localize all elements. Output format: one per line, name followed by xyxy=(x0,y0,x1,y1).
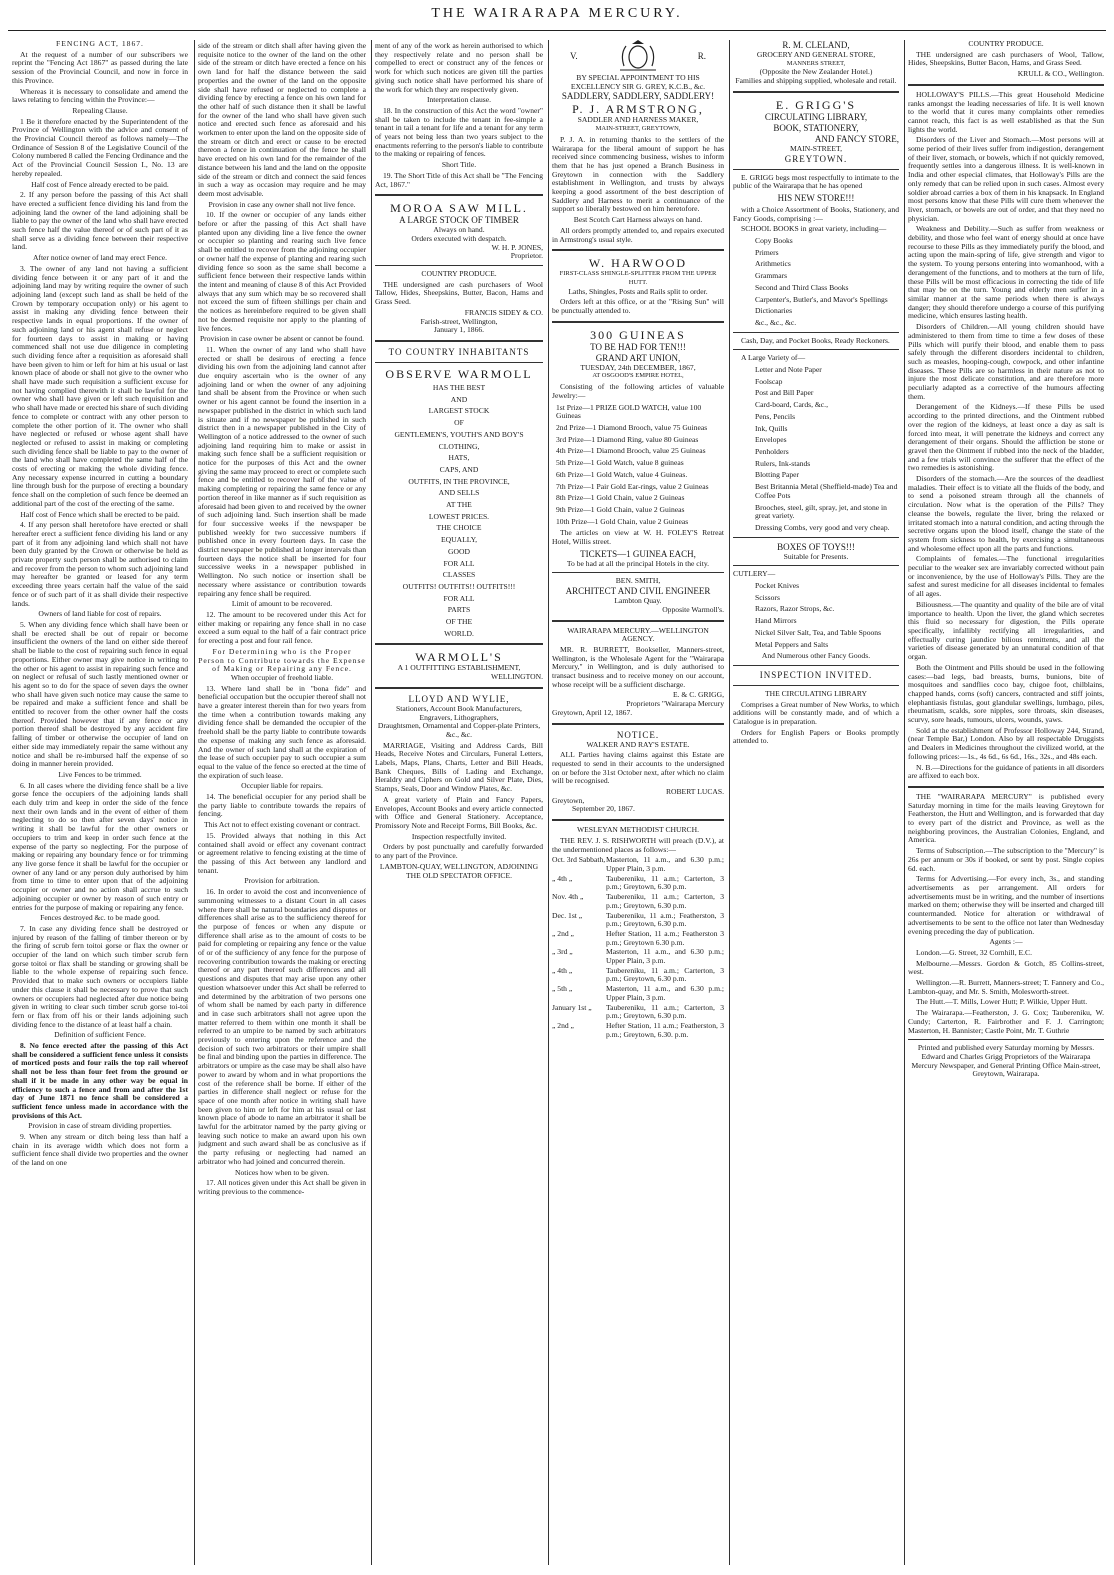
column-advertisements-3 xyxy=(733,40,899,1565)
divider xyxy=(733,332,899,333)
list-item: 3rd Prize—1 Diamond Ring, value 80 Guineas xyxy=(556,434,699,444)
ad-text: Weakness and Debility.—Such as suffer from weakness or debility, and those who feel want of energy should at once have recourse to these Pills as they immediately purify the blood, and acting upon the main-spring of life, give strength and vigor to the system. To young persons entering into womanhood, with a derangement of the functions, and to mothers at the turn of life, these Pills will be most efficacious in correcting the tide of life that may be on the turn. Young and elderly men suffer in a similar manner at the same periods when there is always danger; they should therefore undergo a course of this purifying medicine, which ensures lasting health. xyxy=(908,224,1104,321)
ad-heading-guineas: 300 GUINEAS xyxy=(590,327,686,342)
divider xyxy=(733,685,899,686)
masthead-rule xyxy=(8,30,1106,31)
list-item: 6th Prize—1 Gold Watch, value 4 Guineas. xyxy=(556,469,688,479)
ad-text: (Opposite the New Zealander Hotel.) xyxy=(759,67,873,77)
list-item: Brooches, steel, gilt, spray, jet, and stone in great variety. xyxy=(755,502,887,521)
list-item: CAPS, AND xyxy=(439,464,479,474)
list-item: 2nd Prize—1 Diamond Brooch, value 75 Guineas xyxy=(556,422,708,432)
section-heading: Limit of amount to be recovered. xyxy=(231,599,333,609)
paragraph: 1 Be it therefore enacted by the Superintendent of the Province of Wellington with the advice and consent of the Provincial Council thereof as follows namely—The Ordinance of Session 8 of the Legislative Council of the Colony numbered 8 called the Fencing Ordinance and the Act of the Provincial Council Session I., No. 13 are hereby repealed. xyxy=(12,116,188,178)
ad-text: Orders by post punctually and carefully forwarded to any part of the Province. xyxy=(375,842,543,861)
ad-text: Melbourne.—Messrs. Gordon & Gotch, 85 Collins-street, west. xyxy=(908,958,1104,977)
ad-text: Sold at the establishment of Professor Holloway 244, Strand, (near Temple Bar,) London. Also by all respectable Druggists and Dealers in Medicines throughout the civilized world, at the following prices:—1s., 4s 6d., 6s 6d., 16s., 32s., and 48s each. xyxy=(908,725,1104,761)
ad-text: SADDLER AND HARNESS MAKER, xyxy=(577,115,699,125)
ad-text: Disorders of the stomach.—Are the sources of the deadliest maladies. Their effect is to vitiate all the fluids of the body, and to send a poisoned stream through all the channels of circulation. Now what is the operation of the Pills? They cleanse the bowels, regulate the liver, bring the relaxed or irritated stomach into a natural condition, and acting through the secretive organs upon the blood itself, change the state of the system from sickness to health, by exercising a simultaneous and wholesome effect upon all the parts and functions. xyxy=(908,474,1104,553)
divider xyxy=(375,194,543,196)
column-divider xyxy=(371,40,372,1565)
section-heading: Definition of sufficient Fence. xyxy=(54,1030,146,1040)
list-item: Dictionaries xyxy=(755,306,793,316)
ad-heading-cleland: R. M. CLELAND, xyxy=(782,40,850,50)
service-list xyxy=(552,856,724,1039)
paragraph: 13. Where land shall be in "bona fide" and beneficial occupation but the occupier thereof shall not have a greater interest therein than for two years from the time when a contribution towards making any dividing fence shall be demanded the occupier of the freehold shall be the party liable to contribute towards the expense of making any such fence as aforesaid. And the owner of such land shall at the expiration of the lease of such occupier pay to such occupier a sum equal to the value of the fence so erected at the time of the expiration of such lease. xyxy=(198,683,366,780)
list-item: 9th Prize—1 Gold Chain, value 2 Guineas xyxy=(556,504,685,514)
section-heading: Half cost of Fence which shall be erected to be paid. xyxy=(20,509,180,519)
ad-text: INSPECTION INVITED. xyxy=(759,669,873,680)
ad-text: September 20, 1867. xyxy=(572,804,635,814)
ad-text: Agents :— xyxy=(989,937,1023,947)
list-item: OUTFITS, IN THE PROVINCE, xyxy=(408,476,510,486)
divider xyxy=(733,91,899,93)
crest-letter: R. xyxy=(697,51,706,61)
list-item: Best Britannia Metal (Sheffield-made) Tea and Coffee Pots xyxy=(755,482,898,500)
section-heading: Provision in case owner be absent or cannot be found. xyxy=(199,334,365,344)
list-item: Card-board, Cards, &c., xyxy=(755,400,828,410)
ad-text: GREYTOWN. xyxy=(784,153,848,164)
ad-text: THE "WAIRARAPA MERCURY" is published every Saturday morning in time for the mails leaving Greytown for Featherston, the Hutt and Wellington, and is forwarded that day to every part of the district and Province, as well as the neighboring provinces, the Australian Colonies, England, and America. xyxy=(908,791,1104,845)
ad-text: Proprietors "Wairarapa Mercury xyxy=(626,699,724,709)
list-item: Letter and Note Paper xyxy=(755,365,822,375)
section-heading: Provision in case any owner shall not live fence. xyxy=(208,199,356,209)
ad-heading-armstrong: P. J. ARMSTRONG, xyxy=(572,102,704,117)
ad-text: W. H. P. JONES, xyxy=(491,242,543,252)
section-heading: Live Fences to be trimmed. xyxy=(58,769,142,779)
ad-text: TUESDAY, 24th DECEMBER, 1867, xyxy=(580,362,696,372)
paragraph: 3. The owner of any land not having a sufficient dividing fence between it or any part of it and the adjoining land may by writing require the owner of such adjoining land (except such land as shall be held of the Crown by temporary occupation only) or his agent to assist in making any dividing fence between their respective lands in equal proportions. If the owner of such adjoining land or his agent shall refuse or neglect for fourteen days to assist in making or having commenced shall not use due diligence in completing such dividing fence after a requisition as aforesaid shall have been given to him or left for him at his usual or last known place of abode or shall not give to the owner who shall have made such requisition a sufficient excuse for not having complied therewith it shall be lawful for the owner who shall have given or left such requisition and who shall have made or erected his share of such dividing fence to complete or contract with any other person to complete the other portion of it. The owner who shall have neglected or refused or whose agent shall have neglected or refused to assist in making or completing such dividing fence shall be liable to pay to the owner of the land who shall have completed the same half of the costs of erecting or making the whole dividing fence. Any necessary expense incurred in cutting a boundary line through bush for the purpose of erecting a boundary fence shall on the completion of such fence be deemed an additional part of the cost of the erecting of the same. xyxy=(12,263,188,508)
ad-text: Best Scotch Cart Harness always on hand. xyxy=(573,215,703,225)
ad-text: A Large Variety of— xyxy=(741,353,806,363)
ad-text: AND FANCY STORE, xyxy=(814,133,899,144)
ad-text: Disorders of the Liver and Stomach.—Most persons will at some period of their lives suffer from indigestion, derangement of their liver, stomach, or bowels, which if not quickly removed, frequently settles into a dangerous illness. It is well-known in India and other especial climates, that Holloway's Pills are the only remedy that can be relied upon in such cases. Almost every soldier abroad carries a box of them in his knapsack. In England most persons know that these Pills will cure them whenever the liver, stomach, or bowels are out of order, and that they need no physician. xyxy=(908,135,1104,223)
table-row xyxy=(552,985,724,1002)
list-item: THE CHOICE xyxy=(436,523,482,533)
ad-text: MANNERS STREET, xyxy=(786,59,846,67)
ad-text: THE CIRCULATING LIBRARY xyxy=(764,688,868,698)
service-date: „ 2nd „ xyxy=(552,1020,574,1030)
service-places: Hefter Station, 11 a.m.; Featherston, 3 p.m.; Greytown, 6.30. p.m. xyxy=(606,1020,724,1039)
list-item: FOR ALL xyxy=(443,558,475,568)
list-item: LOWEST PRICES. xyxy=(428,511,490,521)
ad-text: P. J. A. in returning thanks to the settlers of the Wairarapa for the liberal amount of support he has received since commencing business, wishes to inform them that he has just opened a Branch Business in Greytown in connection with the Saddlery establishment in Wellington, and trusts by always keeping a good assortment of the best description of Saddlery and Harness to merit a continuance of the support so liberally bestowed on him heretofore. xyxy=(552,134,724,214)
service-places: Masterton, 11 a.m., and 6.30 p.m.; Upper Plain, 3 p.m. xyxy=(606,947,724,966)
column-divider xyxy=(548,40,549,1565)
ad-text: To be had at all the principal Hotels in the city. xyxy=(566,558,710,568)
ad-text: Terms of Subscription.—The subscription to the "Mercury" is 26s per annum or 30s if booked, or sent by post. Single copies 6d. each. xyxy=(908,846,1104,873)
ad-text: Orders executed with despatch. xyxy=(411,233,507,243)
ad-text: Greytown, xyxy=(552,795,585,805)
list-item: 10th Prize—1 Gold Chain, value 2 Guineas xyxy=(556,516,689,526)
list-item: Scissors xyxy=(755,592,780,602)
paragraph: 11. When the owner of any land who shall have erected or shall be desirous of erecting a fence dividing his own from the adjoining land cannot after due enquiry ascertain who is the owner of any adjoining land or when the owner of any adjoining land shall be absent from the Province or when such owner or his agent cannot be found the insertion in a newspaper published in the district in which such land is situate and if no newspaper be published in such district then in a newspaper published in the City of Wellington of a notice addressed to the owner of such adjoining land requiring him to make or assist in making such fence shall be a sufficient requisition or notice for the purposes of this Act and the owner giving the same may proceed to erect or complete such fence and be entitled to recover half of the value of making completing or repairing the same fence or any portion thereof in like manner as if such requisition as aforesaid had been given to and received by the owner of such adjoining land. Such insertion shall be made for four successive weeks if the newspaper be published weekly for two successive numbers if published once in every fourteen days. In case the district newspaper be published at longer intervals than fourteen days the notice shall be inserted for four successive weeks in a newspaper published in Wellington. No such notice or insertion shall be necessary where assistance or contribution towards repairing any fence shall be required. xyxy=(198,344,366,598)
list-item: GOOD xyxy=(448,546,470,556)
section-heading: Notices how when to be given. xyxy=(234,1167,330,1177)
ad-text: N. B.—Directions for the guidance of patients in all disorders are affixed to each box. xyxy=(908,762,1104,781)
table-row xyxy=(552,930,724,947)
service-places: Masterton, 11 a.m., and 6.30 p.m.; Upper Plain, 3 p.m. xyxy=(606,855,724,873)
ad-text: Terms for Advertising.—For every inch, 3s., and standing advertisements as per arrangement. All orders for advertisements must be in writing, and the number of insertions marked on them; otherwise they will be inserted and charged till countermanded. Notice for alteration or withdrawal of advertisements to be sent to the office not later than Wednesday evening preceding the day of publication. xyxy=(908,874,1104,936)
section-heading: Interpretation clause. xyxy=(426,95,492,105)
ad-heading-griggs: E. GRIGG'S xyxy=(775,97,857,112)
divider xyxy=(375,643,543,645)
ad-text: KRULL & CO., Wellington. xyxy=(1017,69,1104,79)
ad-text: And Numerous other Fancy Goods. xyxy=(761,651,871,661)
ad-text: Lambton Quay. xyxy=(614,596,662,606)
ad-text: Complaints of females.—The functional irregularities peculiar to the weaker sex are invariably corrected without pain or inconvenience, by the use of Holloway's Pills. They are the safest and surest medicine for all diseases incidental to females of all ages. xyxy=(908,554,1104,599)
paragraph: ment of any of the work as herein authorised to which they respectively relate and no person shall be compelled to erect or construct any of the fences or work for which such notices are given till the parties giving such notice shall have performed his share of the work for which they are respectively given. xyxy=(375,41,543,94)
paragraph: 14. The beneficial occupier for any period shall be the party liable to contribute towards the repairs of fencing. xyxy=(198,792,366,819)
list-item: Envelopes xyxy=(755,435,787,445)
ad-text: Greytown, April 12, 1867. xyxy=(552,707,633,717)
column-divider xyxy=(904,40,905,1565)
warmoll-list xyxy=(375,384,543,638)
service-places: Taubereniku, 11 a.m.; Carterton, 3 p.m.; Greytown, 6.30 p.m. xyxy=(606,1002,724,1021)
ad-text: Cash, Day, and Pocket Books, Ready Reckoners. xyxy=(741,335,890,345)
ad-text: MAIN-STREET, xyxy=(790,143,842,153)
divider xyxy=(375,340,543,342)
royal-coat-of-arms-icon xyxy=(616,40,660,72)
list-item: Primers xyxy=(755,247,779,257)
ad-heading-harwood: W. HARWOOD xyxy=(588,256,688,271)
newspaper-title: THE WAIRARAPA MERCURY. xyxy=(431,6,683,21)
list-item: PARTS xyxy=(447,605,471,615)
ad-text: THE undersigned are cash purchasers of Wool, Tallow, Hides, Sheepskins, Butter Bacon, Hams, and Grass Seed. xyxy=(908,49,1104,68)
table-row xyxy=(552,948,724,965)
paragraph: 15. Provided always that nothing in this Act contained shall avoid or effect any covenant contract or agreement relative to fencing existing at the time of the passing of this Act between any landlord and tenant. xyxy=(198,830,366,875)
ad-text: with a Choice Assortment of Books, Stationery, and Fancy Goods, comprising :— xyxy=(733,204,899,223)
list-item: HAS THE BEST xyxy=(432,382,486,392)
list-item: &c., &c., &c. xyxy=(755,317,797,327)
section-heading: Half cost of Fence already erected to be paid. xyxy=(31,179,169,189)
ad-text: Laths, Shingles, Posts and Rails split to order. xyxy=(568,286,708,296)
list-item: Blotting Paper xyxy=(755,470,800,480)
service-places: Taubereniku, 11 a.m.; Carterton, 3 p.m.; Greytown, 6.30 p.m. xyxy=(606,873,724,892)
divider xyxy=(908,1039,1104,1040)
section-heading: Occupier liable for repairs. xyxy=(241,781,323,791)
service-places: Taubereniku, 11 a.m.; Carterton, 3 p.m.; Greytown, 6.30 p.m. xyxy=(606,892,724,910)
ad-text: A 1 OUTFITTING ESTABLISHMENT, xyxy=(397,663,521,673)
column-fencing-act xyxy=(12,40,188,1565)
ad-text: ROBERT LUCAS. xyxy=(665,787,724,797)
section-heading: Provision in case of stream dividing properties. xyxy=(28,1121,172,1131)
paragraph: 17. All notices given under this Act shall be given in writing previous to the commence- xyxy=(198,1178,366,1196)
list-item: Penholders xyxy=(755,446,789,456)
list-item: Pocket Knives xyxy=(755,581,800,591)
divider xyxy=(733,565,899,566)
paragraph: 5. When any dividing fence which shall have been or shall be erected shall be out of repair or become insufficient the owners of the land on either side thereof shall be liable to the cost of repairing such fence in equal proportions. Either owner may give notice in writing to the other or his agent to assist in repairing such fence and on neglect or refusal of such lastly mentioned owner or his agent so to do for the space of seven days the owner who shall have given such notice may cause the same to be repaired and make a sufficient fence and shall be entitled to recover from the other owner half the costs thereof. Provided however that if any fence or any portion thereof shall be destroyed by any accident fire falling of timber or otherwise the occupier of land on either side may immediately repair the same without any notice and shall be re-imbursed half the expense of so doing in manner herein provided. xyxy=(12,620,188,769)
list-item: WORLD. xyxy=(444,628,474,638)
service-date: Nov. 4th „ xyxy=(552,892,584,902)
list-item: HATS, xyxy=(448,453,470,463)
list-item: AND SELLS xyxy=(438,488,480,498)
ad-text: London.—G. Street, 32 Cornhill, E.C. xyxy=(916,947,1033,957)
paragraph: 8. No fence erected after the passing of this Act shall be considered a sufficient fence unless it consists of morticed posts and four rails the top rail whereof shall not be less than four feet from the ground or shall if it be made in any other way be equal in efficiency to such a fence and from and after the 1st day of June 1871 no fence shall be considered a sufficient fence unless made in accordance with the provisions of this Act. xyxy=(12,1041,188,1120)
ad-text: Comprises a Great number of New Works, to which additions will be constantly made, and of which a Catalogue is in preparation. xyxy=(733,699,899,727)
ad-heading-wesleyan: WESLEYAN METHODIST CHURCH. xyxy=(577,825,699,835)
service-date: „ 4th „ xyxy=(552,965,573,975)
ad-text: CIRCULATING LIBRARY, xyxy=(764,111,868,122)
divider xyxy=(733,169,899,170)
ad-text: Opposite Warmoll's. xyxy=(662,604,724,614)
section-heading: After notice owner of land may erect Fence. xyxy=(32,253,168,263)
ad-text: BY SPECIAL APPOINTMENT TO HIS EXCELLENCY SIR G. GREY, K.C.B., &c. xyxy=(570,73,706,91)
column-divider xyxy=(729,40,730,1565)
masthead xyxy=(0,0,1114,36)
ad-text: A great variety of Plain and Fancy Papers, Envelopes, Account Books and every article connected with Office and General Stationery. Acceptance, Promissory Note and Receipt Forms, Bill Books, &c. xyxy=(375,794,543,830)
ad-text: Families and shipping supplied, wholesale and retail. xyxy=(735,76,897,86)
ad-text: Proprietor. xyxy=(510,251,543,261)
list-item: CLASSES xyxy=(442,570,476,580)
ad-text: Farish-street, Wellington, xyxy=(420,316,498,326)
list-item: FOR ALL xyxy=(443,593,475,603)
service-date: „ 2nd „ xyxy=(552,928,574,938)
ad-text: A LARGE STOCK OF TIMBER xyxy=(399,215,519,226)
service-places: Hefter Station, 11 a.m.; Featherston 3 p.m.; Greytown 6.30 p.m. xyxy=(606,928,724,947)
ad-heading-agency: WAIRARAPA MERCURY.—WELLINGTON AGENCY. xyxy=(567,625,709,644)
ad-text: FIRST-CLASS SHINGLE-SPLITTER FROM THE UPPER HUTT. xyxy=(559,270,717,286)
list-item: OF xyxy=(454,418,464,428)
table-row xyxy=(552,1022,724,1039)
section-heading: This Act not to effect existing covenant or contract. xyxy=(203,820,361,830)
section-heading: Fences destroyed &c. to be made good. xyxy=(40,913,160,923)
paragraph: 19. The Short Title of this Act shall be "The Fencing Act, 1867." xyxy=(375,170,543,189)
list-item: AND xyxy=(450,394,468,404)
ad-text: Orders for English Papers or Books promptly attended to. xyxy=(733,727,899,746)
service-date: Oct. 3rd Sabbath, xyxy=(552,855,606,865)
service-places: Taubereniku, 11 a.m.; Carterton, 3 p.m.; Greytown, 6.30 p.m. xyxy=(606,965,724,984)
table-row xyxy=(552,912,724,929)
ad-text: Both the Ointment and Pills should be used in the following cases:—bad legs, bad breasts, burns, bunions, bite of mosquitoes and sandflies coco bay, chigoe foot, chilblains, chapped hands, corns (soft) cancers, contracted and stiff joints, elephantiasis fistulas, gout glandular swellings, lumbago, piles, rheumatism, scalds, sore nipples, sore throats, skin diseases, scurvy, sore heads, tumours, ulcers, wounds, yaws. xyxy=(908,662,1104,725)
service-places: Taubereniku, 11 a.m.; Featherston, 3 p.m.; Greytown, 6.30 p.m. xyxy=(606,910,724,929)
list-item: Grammars xyxy=(755,271,788,281)
ad-text: TO BE HAD FOR TEN!!! xyxy=(590,341,686,352)
list-item: GENTLEMEN'S, YOUTH'S AND BOY'S xyxy=(394,429,524,439)
crest-letter: V. xyxy=(570,51,578,61)
ad-text: HOLLOWAY'S PILLS.—This great Household Medicine ranks amongst the leading necessaries of life. It is well known to the world that it cures many complaints other remedies cannot reach, this fact is as well established as that the Sun lights the world. xyxy=(908,89,1104,134)
divider xyxy=(908,84,1104,86)
ad-text: Stationers, Account Book Manufacturers, xyxy=(396,703,522,713)
ad-text: AT OSGOOD'S EMPIRE HOTEL, xyxy=(592,372,684,380)
list-item: Dressing Combs, very good and very cheap. xyxy=(755,522,890,532)
column-fencing-act-continued xyxy=(198,40,366,1565)
list-item: Metal Peppers and Salts xyxy=(755,639,829,649)
ad-text: Inspection respectfully invited. xyxy=(411,831,507,841)
ad-text: BOOK, STATIONERY, xyxy=(773,122,859,133)
ad-heading-warmolls: WARMOLL'S xyxy=(415,650,503,665)
divider xyxy=(733,665,899,666)
ad-text: The Hutt.—T. Mills, Lower Hutt; P. Wilkie, Upper Hutt. xyxy=(916,997,1088,1007)
section-heading: Short Title. xyxy=(441,160,477,170)
ad-text: CUTLERY— xyxy=(733,569,776,579)
paragraph: 2. If any person before the passing of this Act shall have erected a sufficient fence dividing his land from the adjoining land the owner of the land adjoining shall be liable to pay the owner of the land who shall have erected such fence half the value thereof or of such part of it as shall serve as a dividing fence between their respective land. xyxy=(12,190,188,252)
table-row xyxy=(552,856,724,873)
list-item: 8th Prize—1 Gold Chain, value 2 Guineas xyxy=(556,493,685,503)
list-item: Post and Bill Paper xyxy=(755,388,814,398)
list-item: 5th Prize—1 Gold Watch, value 8 guineas xyxy=(556,458,684,468)
section-heading: For Determining who is the Proper Person to Contribute towards the Expense of Making or Repairing any Fence. xyxy=(198,646,366,674)
paragraph: side of the stream or ditch shall after having given the requisite notice to the owner of the land on the other side of the stream or ditch have erected a fence on his own land for half the distance between the said properties and the owner of the land on the opposite side shall have refused or neglected to complete a dividing fence by erecting a fence on his own land for the other half of such distance then it shall be lawful for the owner of the land who shall have given such notice and erected such fence as aforesaid and his workmen to enter upon the land on the opposite side of the stream or ditch and erect or cause to be erected thereon a fence in continuation of the fence he shall have erected on his own land for the remainder of the distance between his land and the land on the opposite side of the stream or ditch and connect the said fences in such a way as occasion may require and he may deem most advisable. xyxy=(198,41,366,198)
ad-text: The articles on view at W. H. FOLEY'S Retreat Hotel, Willis street. xyxy=(552,528,724,547)
section-heading: When occupier of freehold liable. xyxy=(230,672,334,682)
divider xyxy=(552,620,724,622)
ad-text: E. GRIGG begs most respectfully to intimate to the public of the Wairarapa that he has opened xyxy=(733,172,899,191)
ad-text: Engravers, Lithographers, xyxy=(419,712,499,722)
ad-heading-saddlery: SADDLERY, SADDLERY, SADDLERY! xyxy=(561,91,715,102)
paragraph: Whereas it is necessary to consolidate and amend the laws relating to fencing within the Province:— xyxy=(12,86,188,105)
royal-crest xyxy=(552,40,724,74)
list-item: Arithmetics xyxy=(755,259,791,269)
divider xyxy=(552,572,724,573)
paragraph: 6. In all cases where the dividing fence shall be a live gorse fence the occupiers of the adjoining lands shall each duly trim and keep in order the side of the fence next their own lands and in the event of either of them neglecting to do so then after seven days' notice in writing it shall be lawful for the other owners or occupiers to trim and keep in order such fence at the expense of the party so neglecting. For the purpose of making or repairing any boundary fence or for trimming any live gorse fence it shall be lawful for the occupier or owner of any land or any person duly authorised by him from time to time to enter upon that of the adjoining occupier or owner and no action shall accrue to such adjoining occupier or owner by reason of such entry or entries for the purpose of making or repairing any fence. xyxy=(12,780,188,912)
service-places: Masterton, 11 a.m., and 6.30 p.m.; Upper Plain, 3 p.m. xyxy=(606,984,724,1002)
list-item: LARGEST STOCK xyxy=(428,406,490,416)
ad-text: E. & C. GRIGG, xyxy=(672,690,724,700)
ad-heading-moroa: MOROA SAW MILL. xyxy=(390,201,528,216)
column-advertisements-1 xyxy=(375,40,543,1565)
divider xyxy=(552,321,724,323)
ad-text: Suitable for Presents. xyxy=(783,551,849,561)
ad-text: HIS NEW STORE!!! xyxy=(777,192,855,203)
paragraph: 7. In case any dividing fence shall be destroyed or injured by reason of the falling of timber thereon or by the firing of scrub fern toitoi gorse or flax the owner or occupier of the land on which such timber scrub fern gorse toitoi or flax shall be standing or growing shall be liable to the whole expense of repairing such fence. Provided that to make such owners or occupiers liable under this clause it shall be necessary to prove that such owners or occupiers had neglected after due notice being given in writing to clear such timber scrub gorse toi-toi fern or flax from off his or their lands adjoining such dividing fence to the distance of at least half a chain. xyxy=(12,923,188,1029)
ad-text: The Wairarapa.—Featherston, J. G. Cox; Taubereniku, W. Cundy; Carterton, R. Fairbrother and F. J. Carrington; Masterton, H. Bannister; Castle Point, Mr. T. Guthrie xyxy=(908,1008,1104,1035)
list-item: Nickel Silver Salt, Tea, and Table Spoons xyxy=(755,627,882,637)
ad-heading-warmoll: TO COUNTRY INHABITANTS xyxy=(388,346,530,357)
ad-text: All orders promptly attended to, and repairs executed in Armstrong's usual style. xyxy=(552,225,724,244)
list-item: Ink, Quills xyxy=(755,423,788,433)
ad-text: Orders left at this office, or at the "Rising Sun" will be punctually attended to. xyxy=(552,297,724,316)
list-item: Copy Books xyxy=(755,236,793,246)
ad-text: January 1, 1866. xyxy=(433,325,485,335)
ad-text: GRAND ART UNION, xyxy=(595,352,681,363)
ad-text: WALKER AND RAY'S ESTATE. xyxy=(586,739,690,749)
list-item: OF THE xyxy=(445,617,473,627)
divider xyxy=(733,349,899,350)
section-heading: Owners of land liable for cost of repairs. xyxy=(38,609,162,619)
paragraph: 10. If the owner or occupier of any lands either before or after the passing of this Act shall have planted upon any dividing line a live fence the owner or occupier so planting and rearing such live fence shall be entitled to recover from the adjoining occupier or owner half the expense of planting and rearing such dividing fence so soon as the same shall become a sufficient fence between their respective lands within the intent and meaning of clause 8 of this Act Provided always that any sum which may be so recovered shall not exceed the sum of fifteen shillings per chain and the notices as hereinbefore required to be given shall not be deemed requisite nor apply to the planting of live fences. xyxy=(198,210,366,333)
service-date: „ 5th „ xyxy=(552,984,573,994)
table-row xyxy=(552,875,724,892)
service-date: „ 4th „ xyxy=(552,873,573,883)
list-item: Hand Mirrors xyxy=(755,616,797,626)
list-item: Rulers, Ink-stands xyxy=(755,458,811,468)
list-item: Foolscap xyxy=(755,376,783,386)
divider xyxy=(552,723,724,725)
ad-text: TICKETS—1 GUINEA EACH, xyxy=(580,548,696,559)
service-date: „ 3rd „ xyxy=(552,947,573,957)
ad-text: WELLINGTON. xyxy=(491,672,543,682)
ad-text: Biliousness.—The quantity and quality of the bile are of vital importance to health. Upon the liver, the gland which secretes this fluid so necessary for digestion, the Pills operate specifically, infallibly rectifying all irregularities, and effectually curing jaundice bilious remittents, and all the varieties of disease generated by an unnatural condition of that organ. xyxy=(908,599,1104,662)
ad-text: THE undersigned are cash purchasers of Wool Tallow, Hides, Sheepskins, Butter, Bacon, Hams and Grass Seed. xyxy=(375,279,543,307)
ad-text: THE REV. J. S. RISHWORTH will preach (D.V.), at the undermentioned places as follows:— xyxy=(552,835,724,854)
paragraph: 16. In order to avoid the cost and inconvenience of summoning witnesses to a distant Court in all cases where there shall be natural boundaries and disputes or differences shall arise as to the sufficiency thereof for the purpose of fences or when any dispute or difference shall arise as to the amount of costs to be paid for completing or repairing any fence or the value of or of the sufficiency of any fence for the purpose of recovering contribution towards the making or erecting thereof or any part thereof such differences and all questions and disputes that may arise upon any other question whatsoever under this Act shall be referred to and determined by the arbitration of two persons one of whom shall be named by each party in difference and in case such arbitrators shall not agree upon the matter referred to them within one month it shall be referred to an umpire to be named by such arbitrators previously to entering upon the reference and the decision of such two arbitrators or their umpire shall be final and binding upon the parties in difference. The arbitrators or umpire as the case may be shall also have power to award by whom and in what proportions the cost of the reference shall be borne. If either of the parties in difference shall neglect or refuse for the space of one month after notice in writing shall have been given to him or left for him at his usual or last known place of abode to name an arbitrator it shall be lawful for the arbitrator named by the party giving or leaving such notice to make an award upon his own judgment and such award shall be as conclusive as if the party refusing or neglecting had named an arbitrator who had joined and concurred therein. xyxy=(198,887,366,1166)
paragraph: At the request of a number of our subscribers we reprint the "Fencing Act 1867" as passed during the late session of the Provincial Council, and now in force in this Province. xyxy=(12,49,188,85)
prize-list xyxy=(552,404,724,527)
list-item: 4th Prize—1 Diamond Brooch, value 25 Guineas xyxy=(556,446,706,456)
divider xyxy=(908,786,1104,788)
ad-text: MAIN-STREET, GREYTOWN, xyxy=(595,125,681,133)
ad-text: SCHOOL BOOKS in great variety, including— xyxy=(741,224,887,234)
ad-text: ALL Parties having claims against this Estate are requested to send in their accounts to the undersigned on or before the 31st October next, after which no claim will be recognised. xyxy=(552,750,724,786)
ad-text: FRANCIS SIDEY & CO. xyxy=(464,307,543,317)
article-heading: FENCING ACT, 1867. xyxy=(56,40,144,48)
list-item: 1st Prize—1 PRIZE GOLD WATCH, value 100 Guineas xyxy=(556,402,702,421)
ad-text: Always on hand. xyxy=(433,225,485,235)
list-item: Second and Third Class Books xyxy=(755,282,849,292)
divider xyxy=(552,249,724,251)
ad-text: Printed and published every Saturday morning by Messrs. Edward and Charles Grigg Proprietors of the Wairarapa Mercury Newspaper, and General Printing Office Main-street, Greytown, Wairarapa. xyxy=(911,1043,1101,1079)
ad-heading-country-produce: COUNTRY PRODUCE. xyxy=(968,40,1044,48)
ad-text: MR. R. BURRETT, Bookseller, Manners-street, Wellington, is the Wholesale Agent for the "Wairarapa Mercury," in Wellington, and is duly authorised to transact business and to receive money on our account, whose receipt will be a sufficient discharge. xyxy=(552,644,724,689)
stationery-list xyxy=(733,366,899,533)
ad-text: Disorders of Children.—All young children should have administered to them from time to time a few doses of these Pills which will purify their blood, and enable them to pass safely through the different disorders incidental to children, such as measles, hooping-cough, cowpock, and other infantine diseases. These Pills are so harmless in their nature as not to injure the most delicate constitution, and are therefore more peculiarly adapted as a corrective of the humours affecting them. xyxy=(908,322,1104,401)
ad-heading-country-produce: COUNTRY PRODUCE. xyxy=(421,269,497,279)
section-heading: Provision for arbitration. xyxy=(244,876,320,886)
cutlery-list xyxy=(733,582,899,649)
school-books-list xyxy=(733,237,899,328)
ad-text: Consisting of the following articles of valuable Jewelry:— xyxy=(552,382,724,400)
section-heading: Repealing Clause. xyxy=(72,105,128,115)
service-date: January 1st „ xyxy=(552,1002,592,1012)
ad-text: LAMBTON-QUAY, WELLINGTON, ADJOINING THE OLD SPECTATOR OFFICE. xyxy=(379,861,539,880)
ad-heading-ben-smith: BEN. SMITH, xyxy=(615,576,661,586)
column-advertisements-4 xyxy=(908,40,1104,1565)
ad-text: OBSERVE WARMOLL xyxy=(385,366,533,381)
service-date: Dec. 1st „ xyxy=(552,910,583,920)
list-item: 7th Prize—1 Pair Gold Ear-rings, value 2 Guineas xyxy=(556,481,709,491)
ad-text: Wellington.—R. Burrett, Manners-street; T. Fannery and Co., Lambton-quay, and Mr. S. Smith, Molesworth-street. xyxy=(908,978,1104,996)
list-item: OUTFITS! OUTFITS!! OUTFITS!!! xyxy=(402,581,516,591)
table-row xyxy=(552,1004,724,1021)
paragraph: 18. In the construction of this Act the word "owner" shall be taken to include the tenant in fee-simple a tenant in tail a tenant for life and a tenant for any term of years not being less than two years subject to the enactments referring to the person's liable to contribute to the making or repairing of fences. xyxy=(375,105,543,159)
ad-text: ARCHITECT AND CIVIL ENGINEER xyxy=(565,586,711,597)
divider xyxy=(733,537,899,538)
ad-heading-lloyd-wylie: LLOYD AND WYLIE, xyxy=(408,693,510,704)
list-item: Pens, Pencils xyxy=(755,411,796,421)
ad-text: GROCERY AND GENERAL STORE, xyxy=(756,50,876,59)
ad-text: Draughtsmen, Ornamental and Copper-plate Printers, &c., &c. xyxy=(377,721,541,739)
divider xyxy=(375,687,543,689)
divider xyxy=(375,265,543,266)
paragraph: 12. The amount to be recovered under this Act for either making or repairing any fence shall in no case exceed a sum equal to the half of a fair contract price for erecting a post and four rail fence. xyxy=(198,610,366,646)
column-divider xyxy=(194,40,195,1565)
list-item: AT THE xyxy=(446,500,472,510)
list-item: Carpenter's, Butler's, and Mavor's Spellings xyxy=(755,294,888,304)
ad-text: BOXES OF TOYS!!! xyxy=(777,541,855,552)
list-item: EQUALLY, xyxy=(440,535,477,545)
ad-heading-notice: NOTICE. xyxy=(616,729,660,740)
list-item: Razors, Razor Strops, &c. xyxy=(755,604,835,614)
table-row xyxy=(552,893,724,910)
paragraph: 9. When any stream or ditch being less than half a chain in its average width which does not form a sufficient fence shall divide two properties and the owner of the land on one xyxy=(12,1132,188,1168)
ad-text: MARRIAGE, Visiting and Address Cards, Bill Heads, Receive Notes and Circulars, Funeral Letters, Labels, Maps, Plans, Charts, Letter and Bill Heads, Bank Cheques, Bills of Lading and Exchange, Heraldry and Ciphers on Gold and Silver Plate, Dies, Stamps, Seals, Door and Window Plates, &c. xyxy=(375,740,543,794)
ad-text: Derangement of the Kidneys.—If these Pills be used according to the printed directions, and the Ointment rubbed over the region of the kidneys, at least once a day as salt is forced into meat, it will penetrate the kidneys and correct any derangement of their organs. Should the affliction be stone or gravel then the Ointment if rubbed into the neck of the bladder, and a few trials will convince the sufferer that the effect of the two remedies is astonishing. xyxy=(908,402,1104,473)
column-advertisements-2 xyxy=(552,40,724,1565)
paragraph: 4. If any person shall heretofore have erected or shall hereafter erect a sufficient fence dividing his land or any part of it from any adjoining land which shall not have been duly granted by the Crown or otherwise be held as private property such person shall be authorised to claim and recover from the person to whom such adjoining land may hereafter be granted or leased for any term exceeding three years certain half the value of the said fence or of such part of it as shall divide their respective lands. xyxy=(12,520,188,608)
divider xyxy=(552,819,724,821)
list-item: CLOTHING, xyxy=(438,441,480,451)
table-row xyxy=(552,967,724,984)
divider xyxy=(375,362,543,363)
